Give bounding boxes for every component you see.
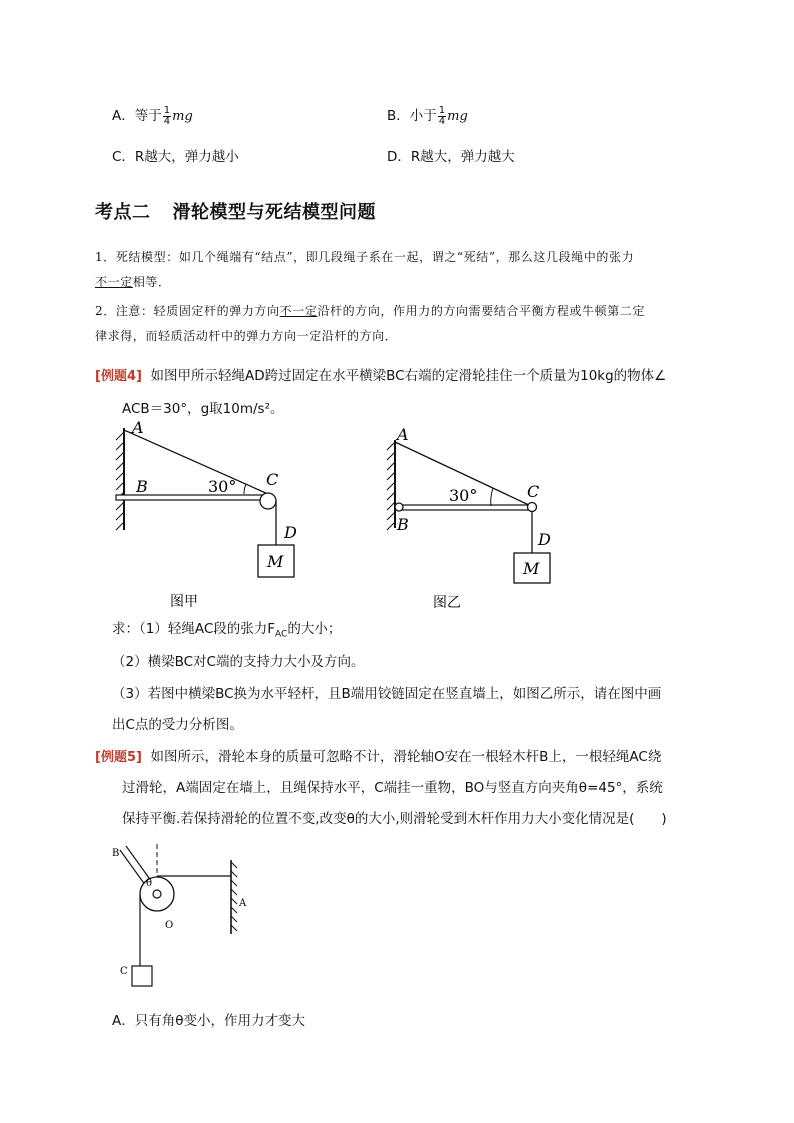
pulley-axle: [153, 890, 161, 898]
label-angle: 30°: [449, 486, 478, 505]
example-4-line-1: [95, 364, 666, 384]
wall: [387, 440, 395, 530]
example-5-line-2: 过滑轮，A端固定在墙上，且绳保持水平，C端挂一重物，BO与竖直方向夹角θ=45°，系统: [122, 780, 663, 796]
caption-jia: 图甲: [170, 594, 198, 608]
label-o: O: [165, 920, 174, 931]
note-2-line-1: [95, 302, 645, 319]
label-b: B: [397, 515, 409, 534]
label-d: D: [284, 523, 297, 542]
example-4-text: 如图甲所示轻绳AD跨过固定在水平横梁BC右端的定滑轮挂住一个质量为10kg的物体∠: [150, 368, 667, 384]
pulley: [528, 503, 537, 512]
figure-pulley-rod: [110, 838, 260, 998]
option-b-prefix: B．小于: [387, 108, 437, 124]
fraction-one-quarter: [438, 106, 446, 127]
question-3-line-1: （3）若图中横梁BC换为水平轻杆，且B端用铰链固定在竖直墙上，如图乙所示，请在图中画: [112, 686, 662, 702]
label-m: M: [267, 552, 284, 571]
question-1-prefix: 求：（1）轻绳AC段的张力F: [112, 621, 276, 637]
label-m: M: [523, 559, 540, 578]
section-title: 滑轮模型与死结模型问题: [172, 202, 376, 223]
example-5-line-1: [95, 745, 661, 765]
figure-jia: [110, 418, 310, 608]
caption-yi: 图乙: [433, 595, 461, 610]
label-a: A: [239, 898, 247, 909]
underlined-phrase: 不一定: [279, 304, 318, 318]
fraction-numerator: 1: [163, 104, 171, 116]
example-5-tag: [例题5]: [95, 750, 142, 765]
note-2-line-2: 律求得，而轻质活动杆中的弹力方向一定沿杆的方向．: [95, 329, 398, 343]
label-a: A: [132, 418, 144, 437]
example-5-text: 如图所示，滑轮本身的质量可忽略不计，滑轮轴O安在一根轻木杆B上，一根轻绳AC绕: [150, 749, 662, 765]
option-d: D．R越大，弹力越大: [387, 149, 515, 165]
label-angle: 30°: [208, 477, 237, 496]
fraction-one-quarter: [163, 106, 171, 127]
question-1: [112, 617, 341, 640]
option-b: [387, 104, 468, 127]
section-index: 考点二: [95, 202, 151, 223]
question-1-suffix: 的大小；: [287, 621, 342, 637]
option-b-suffix: mg: [447, 109, 468, 124]
label-c: C: [120, 966, 128, 977]
fraction-numerator: 1: [438, 104, 446, 116]
example-5-option-a: A．只有角θ变小，作用力才变大: [112, 1013, 305, 1029]
example-4-tag: [例题4]: [95, 369, 142, 384]
question-2: （2）横梁BC对C端的支持力大小及方向。: [112, 654, 365, 670]
note-2-part-a: 2．注意：轻质固定杆的弹力方向: [95, 304, 280, 318]
option-a-suffix: mg: [172, 109, 193, 124]
note-1-line-2-rest: 相等．: [132, 275, 171, 289]
label-a: A: [397, 425, 409, 444]
pulley: [260, 493, 276, 509]
note-1-line-2: [95, 273, 171, 290]
rod-bc: [399, 505, 529, 510]
force-subscript: AC: [275, 629, 288, 640]
hinge-b: [395, 503, 403, 511]
label-b: B: [136, 477, 148, 496]
section-heading: [95, 198, 376, 224]
fraction-denominator: 4: [163, 115, 171, 127]
note-1-line-1: 1．死结模型：如几个绳端有“结点”，即几段绳子系在一起，谓之“死结”，那么这几段绳中的张力: [95, 250, 635, 264]
wall: [231, 860, 237, 934]
label-theta: θ: [146, 878, 153, 889]
angle-arc: [244, 484, 246, 494]
figure-yi: [375, 418, 575, 610]
label-b: B: [112, 848, 120, 859]
label-c: C: [266, 470, 279, 489]
option-c: C．R越大，弹力越小: [112, 149, 239, 165]
label-c: C: [527, 482, 540, 501]
example-5-line-3: 保持平衡.若保持滑轮的位置不变,改变θ的大小,则滑轮受到木杆作用力大小变化情况是( ): [122, 811, 667, 827]
weight-box: [132, 966, 152, 986]
example-4-line-2: ACB＝30°，g取10m/s²。: [122, 401, 284, 417]
angle-arc: [491, 488, 493, 506]
wall: [116, 428, 124, 530]
note-2-part-b: 沿杆的方向，作用力的方向需要结合平衡方程或牛顿第二定: [317, 304, 646, 318]
option-a: [112, 104, 193, 127]
underlined-phrase: 不一定: [95, 275, 133, 289]
label-d: D: [538, 530, 551, 549]
fraction-denominator: 4: [438, 115, 446, 127]
option-a-prefix: A．等于: [112, 108, 162, 124]
question-3-line-2: 出C点的受力分析图。: [112, 717, 243, 733]
